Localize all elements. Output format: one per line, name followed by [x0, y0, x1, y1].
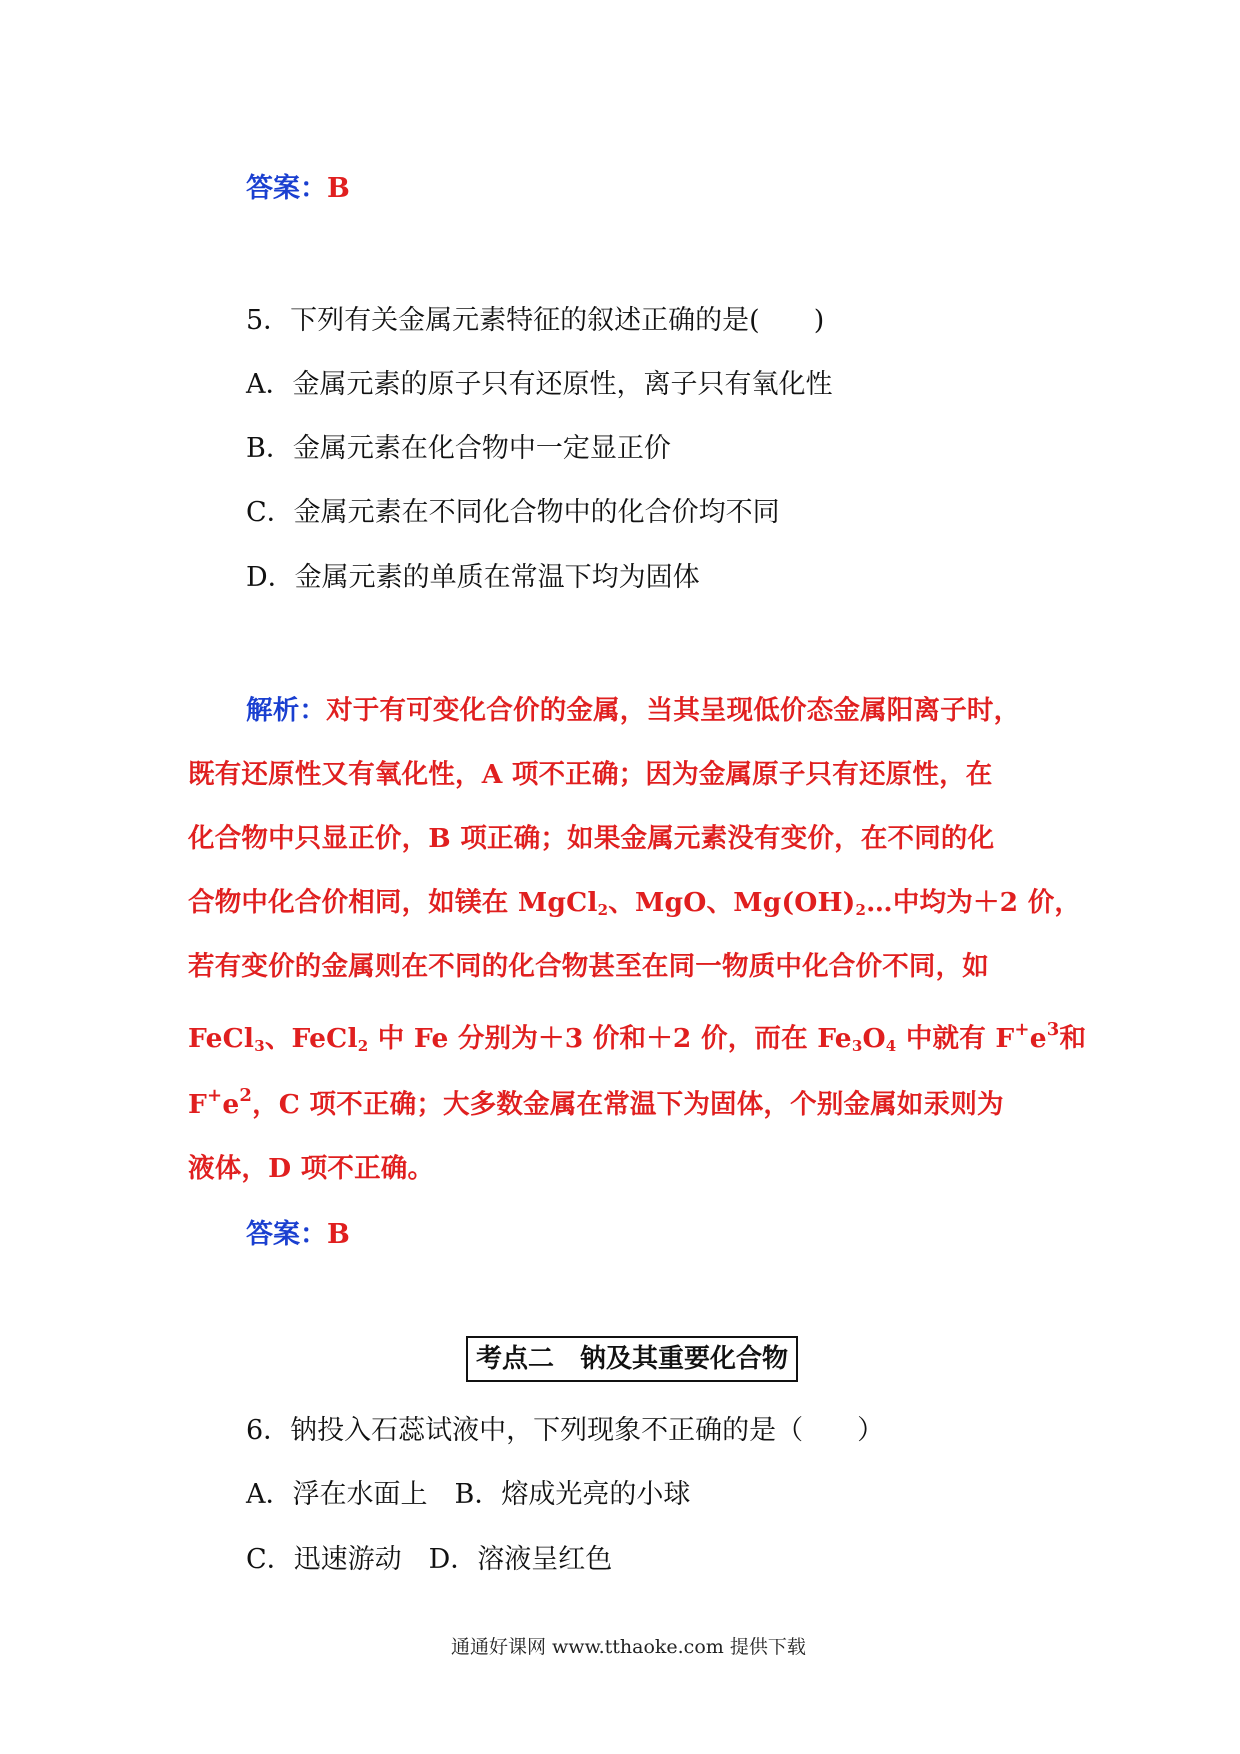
analysis-line-6: FeCl$_3$、FeCl$_2$ 中 Fe 分别为＋3 价和＋2 价，而在 $Fe_3O_4$ 中就有 $F^+e^3$和: [188, 1019, 1087, 1055]
analysis-line-8: 液体，D 项不正确。: [188, 1153, 435, 1184]
analysis-line-1: 解析：对于有可变化合价的金属，当其呈现低价态金属阳离子时，: [246, 695, 1021, 726]
question-6-options-cd: C．迅速游动 D．溶液呈红色: [246, 1544, 613, 1575]
question-5-option-a: A．金属元素的原子只有还原性，离子只有氧化性: [246, 369, 833, 400]
analysis-line-2: 既有还原性又有氧化性，A 项不正确；因为金属原子只有还原性，在: [188, 759, 993, 790]
analysis-label: 解析：: [246, 695, 327, 726]
question-5-stem: 5．下列有关金属元素特征的叙述正确的是( ): [246, 305, 825, 336]
analysis-line-4: 合物中化合价相同，如镁在 MgCl$_2$、MgO、$Mg(OH)_2\dots$中均为＋2 价，: [188, 887, 1082, 919]
answer-label: 答案：: [246, 173, 327, 204]
analysis-line-3: 化合物中只显正价，B 项正确；如果金属元素没有变价，在不同的化: [188, 823, 995, 854]
analysis-line-5: 若有变价的金属则在不同的化合物甚至在同一物质中化合价不同，如: [188, 951, 989, 982]
answer-value: B: [327, 1219, 350, 1250]
section-title: 考点二 钠及其重要化合物: [466, 1336, 798, 1382]
question-5-option-d: D．金属元素的单质在常温下均为固体: [246, 562, 700, 593]
answer-label: 答案：: [246, 1219, 327, 1250]
question-5-option-c: C．金属元素在不同化合物中的化合价均不同: [246, 497, 780, 528]
analysis-line-7: $F^+e^2$，C 项不正确；大多数金属在常温下为固体，个别金属如汞则为: [188, 1085, 1004, 1120]
answer-2: [246, 1212, 350, 1251]
question-6-options-ab: A．浮在水面上 B．熔成光亮的小球: [246, 1479, 691, 1510]
answer-value: B: [327, 173, 350, 204]
answer-1: [246, 166, 350, 205]
question-6-stem: 6．钠投入石蕊试液中，下列现象不正确的是（ ）: [246, 1415, 885, 1446]
question-5-option-b: B．金属元素在化合物中一定显正价: [246, 433, 671, 464]
footer-text: 通通好课网 www.tthaoke.com 提供下载: [451, 1636, 806, 1658]
